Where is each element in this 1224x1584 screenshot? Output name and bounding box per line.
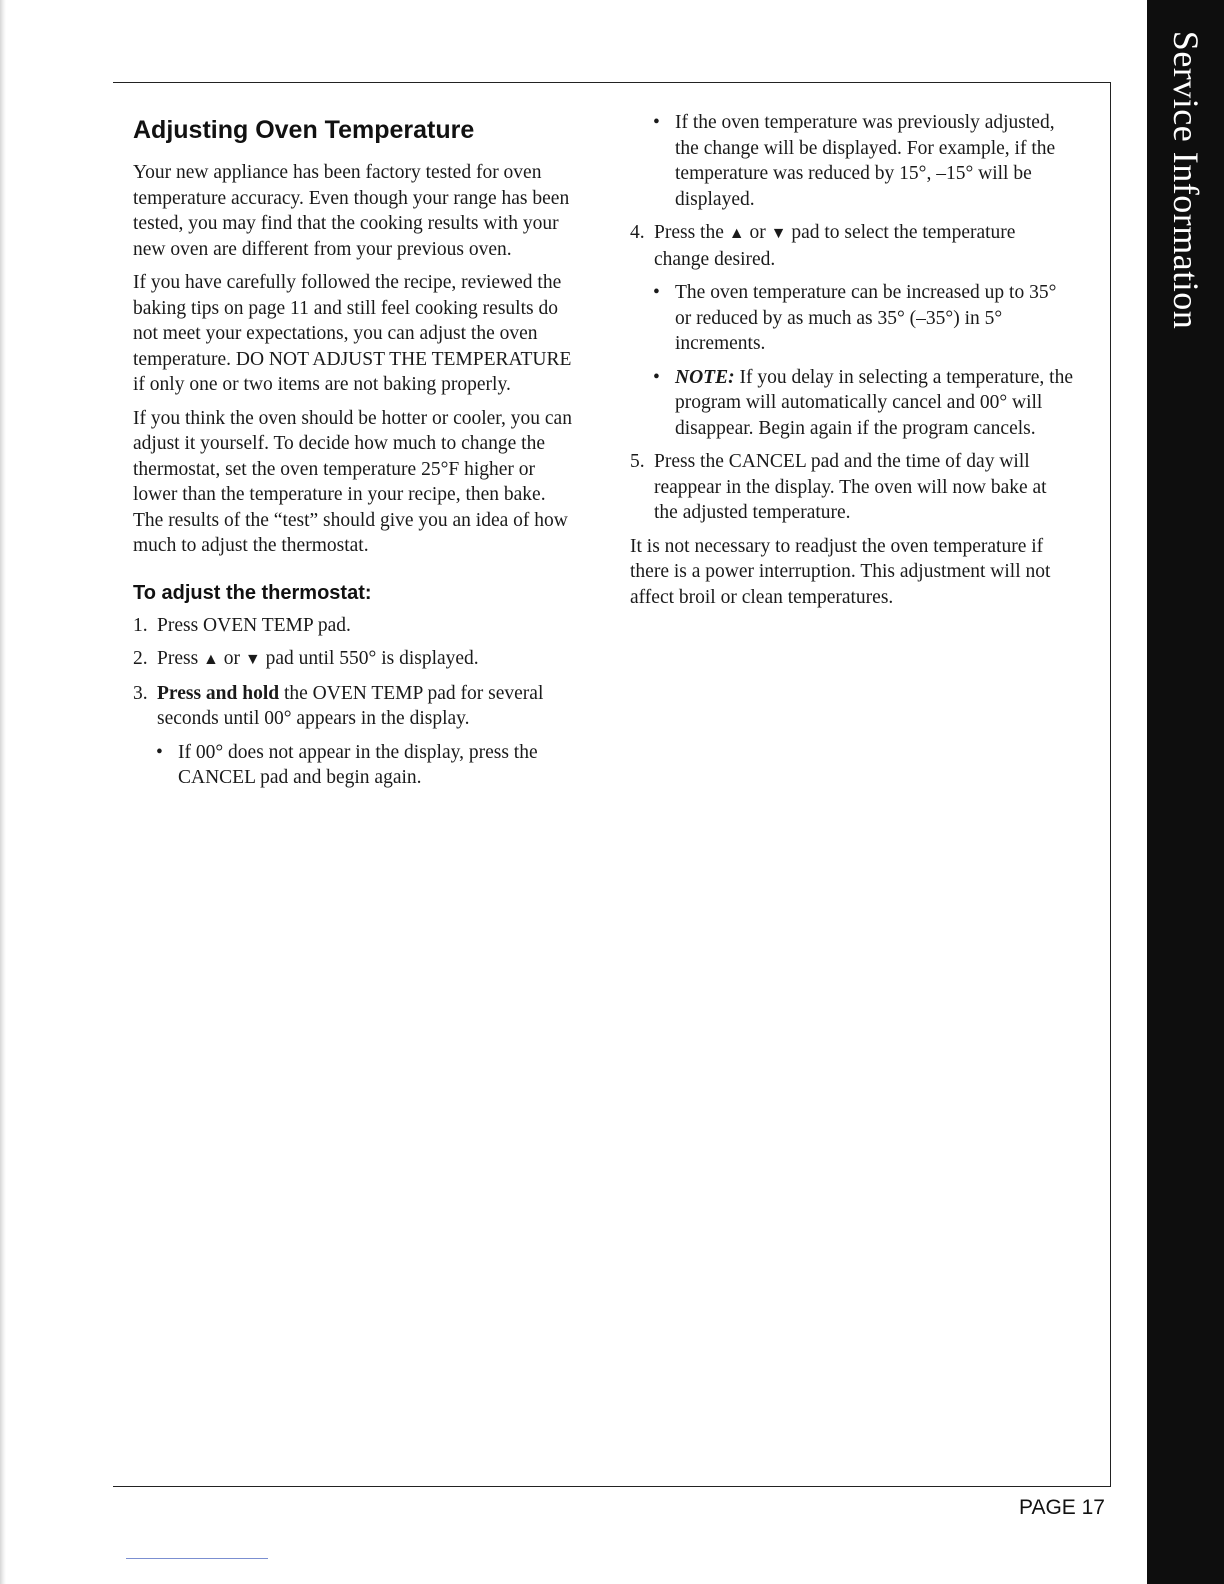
bullet-range	[630, 280, 1075, 357]
step-text: pad until 550° is displayed.	[260, 648, 479, 669]
right-column	[630, 110, 1075, 618]
scan-margin-shadow	[0, 0, 6, 1584]
step-number: 3.	[133, 682, 148, 704]
up-arrow-icon: ▲	[203, 651, 219, 668]
bullet-previous-adjustment	[630, 110, 1075, 212]
bullet-note	[630, 365, 1075, 442]
bullet-text: If the oven temperature was previously adjusted, the change will be displayed. For example, if the temperature was reduced by 15°, –15° will be displayed.	[675, 112, 1056, 210]
right-rule	[1110, 82, 1111, 1487]
bullet-icon: •	[156, 741, 163, 763]
step-5	[630, 449, 1075, 526]
left-column	[133, 110, 578, 799]
step-4	[630, 220, 1075, 272]
emphasis-text: Press and hold	[157, 682, 280, 704]
up-arrow-icon: ▲	[728, 225, 745, 242]
bullet-icon: •	[653, 112, 660, 133]
step-3	[133, 681, 578, 732]
bullet-text: The oven temperature can be increased up to 35° or reduced by as much as 35° (–35°) in 5° increments.	[675, 282, 1057, 354]
test-paragraph: If you think the oven should be hotter or cooler, you can adjust it yourself. To decide how much to change the thermostat, set the oven temperature 25°F higher or lower than the temperature in your recipe, then bake. The results of the “test” should give you an idea of how much to adjust the thermostat.	[133, 407, 572, 556]
page-title: Adjusting Oven Temperature	[133, 116, 475, 144]
bullet-icon: •	[653, 282, 660, 303]
step-3-bullet	[133, 740, 578, 791]
step-text: Press	[157, 648, 204, 669]
closing-paragraph: It is not necessary to readjust the oven temperature if there is a power interruption. This adjustment will not affect broil or clean temperatures.	[630, 535, 1051, 608]
step-text: Press the	[654, 222, 729, 243]
bullet-text: If you delay in selecting a temperature, the program will automatically cancel and 00° will disappear. Begin again if the program cancels.	[675, 366, 1073, 439]
section-subheading: To adjust the thermostat:	[133, 581, 372, 604]
top-rule	[113, 82, 1111, 83]
step-number: 1.	[133, 614, 148, 636]
step-text: Press OVEN TEMP pad.	[157, 614, 351, 636]
bottom-rule	[113, 1486, 1111, 1487]
page-number: PAGE 17	[1019, 1496, 1105, 1519]
step-1	[133, 613, 578, 639]
step-2	[133, 646, 578, 673]
step-number: 4.	[630, 222, 645, 243]
note-label: NOTE:	[675, 366, 735, 388]
footer-line	[126, 1558, 268, 1559]
down-arrow-icon: ▼	[770, 225, 787, 242]
side-tab-label: Service Information	[1166, 30, 1206, 330]
bullet-text: If 00° does not appear in the display, press the CANCEL pad and begin again.	[178, 741, 538, 788]
step-text: pad to select the temperature change desired.	[654, 222, 1016, 270]
step-text: the OVEN TEMP pad for several seconds until 00° appears in the display.	[157, 682, 544, 729]
step-text: or	[744, 222, 771, 243]
step-number: 5.	[630, 451, 645, 472]
down-arrow-icon: ▼	[244, 651, 261, 668]
intro-paragraph: Your new appliance has been factory tested for oven temperature accuracy. Even though your range has been tested, you may find that the cooking results with your new oven are different from your previous oven.	[133, 162, 570, 260]
bullet-icon: •	[653, 366, 660, 388]
step-text: Press the CANCEL pad and the time of day will reappear in the display. The oven will now bake at the adjusted temperature.	[654, 451, 1047, 523]
adjust-paragraph: If you have carefully followed the recipe, reviewed the baking tips on page 11 and still feel cooking results do not meet your expectations, you can adjust the oven temperature. DO NOT ADJUST THE TEMPERATURE if only one or two items are not baking properly.	[133, 272, 572, 395]
step-number: 2.	[133, 648, 148, 669]
step-text: or	[218, 648, 245, 669]
